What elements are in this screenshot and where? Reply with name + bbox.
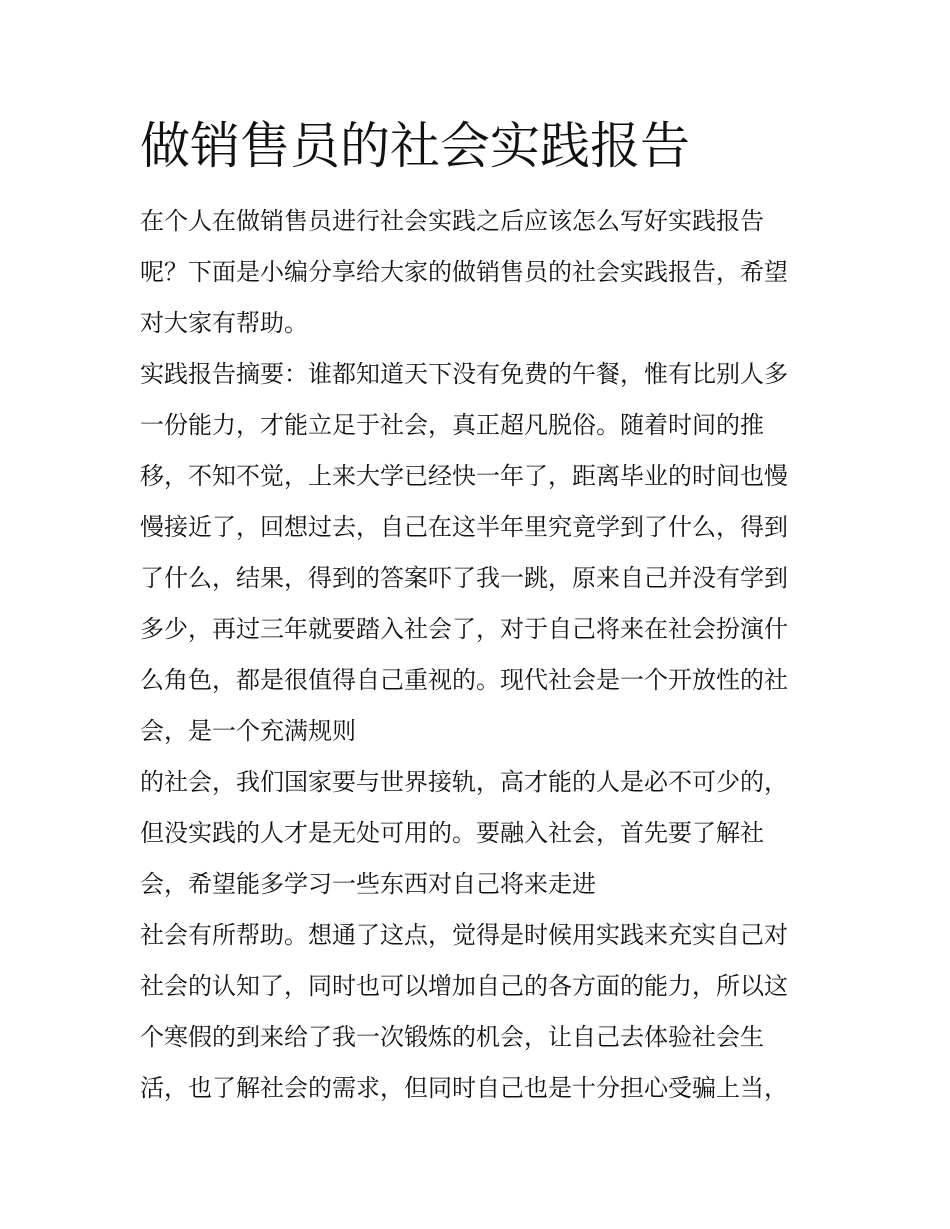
text-line: 慢接近了，回想过去，自己在这半年里究竟学到了什么，得到 bbox=[140, 513, 788, 541]
text-line: 社会的认知了，同时也可以增加自己的各方面的能力，所以这 bbox=[140, 972, 788, 1000]
text-line: 对大家有帮助。 bbox=[140, 309, 308, 337]
page-title: 做销售员的社会实践报告 bbox=[140, 117, 690, 175]
text-line: 呢？下面是小编分享给大家的做销售员的社会实践报告，希望 bbox=[140, 258, 788, 286]
text-line: 了什么，结果，得到的答案吓了我一跳，原来自己并没有学到 bbox=[140, 564, 788, 592]
text-line: 的社会，我们国家要与世界接轨，高才能的人是必不可少的， bbox=[140, 768, 788, 796]
text-line: 但没实践的人才是无处可用的。要融入社会，首先要了解社 bbox=[140, 819, 764, 847]
text-line: 社会有所帮助。想通了这点，觉得是时候用实践来充实自己对 bbox=[140, 921, 788, 949]
text-line: 会，是一个充满规则 bbox=[140, 717, 356, 745]
text-line: 个寒假的到来给了我一次锻炼的机会，让自己去体验社会生 bbox=[140, 1023, 764, 1051]
body-text bbox=[140, 196, 820, 1114]
text-line: 实践报告摘要：谁都知道天下没有免费的午餐，惟有比别人多 bbox=[140, 360, 788, 388]
text-line: 会，希望能多学习一些东西对自己将来走进 bbox=[140, 870, 596, 898]
text-line: 多少，再过三年就要踏入社会了，对于自己将来在社会扮演什 bbox=[140, 615, 788, 643]
text-line: 在个人在做销售员进行社会实践之后应该怎么写好实践报告 bbox=[140, 207, 764, 235]
text-line: 么角色，都是很值得自己重视的。现代社会是一个开放性的社 bbox=[140, 666, 788, 694]
text-line: 一份能力，才能立足于社会，真正超凡脱俗。随着时间的推 bbox=[140, 411, 764, 439]
text-line: 活，也了解社会的需求，但同时自己也是十分担心受骗上当， bbox=[140, 1074, 788, 1102]
text-line: 移，不知不觉，上来大学已经快一年了，距离毕业的时间也慢 bbox=[140, 462, 788, 490]
